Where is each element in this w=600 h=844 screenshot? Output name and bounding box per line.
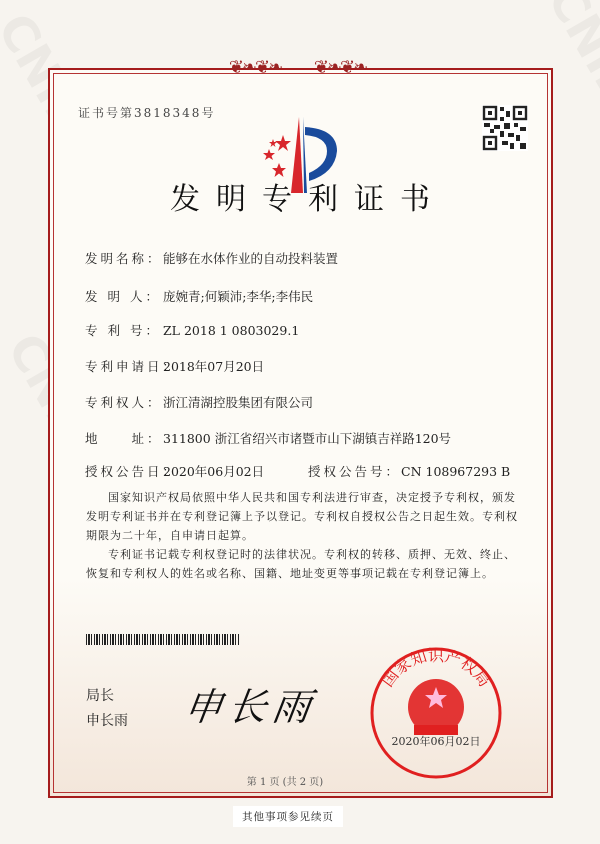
official-seal <box>368 645 504 781</box>
field-value: 浙江清湖控股集团有限公司 <box>163 395 314 410</box>
top-ornament: ❦❧❦❧ <box>228 57 282 78</box>
field-label: 发明名称： <box>85 251 163 266</box>
field-label: 专 利 号： <box>85 323 161 338</box>
page-indicator: 第 1 页 (共 2 页) <box>246 777 324 788</box>
field-label: 专利权人： <box>85 395 163 410</box>
certificate-title: 发明专利证书 <box>170 182 446 217</box>
field-patent-number <box>85 321 299 339</box>
certificate-number: 证书号第3818348号 <box>78 106 216 120</box>
logo-star <box>263 149 275 160</box>
field-value: 2018年07月20日 <box>163 359 265 374</box>
field-value: 2020年06月02日 <box>163 464 265 479</box>
seal-date: 2020年06月02日 <box>391 735 481 748</box>
field-value: ZL 2018 1 0803029.1 <box>163 323 300 338</box>
legal-text-2: 专利证书记载专利权登记时的法律状况。专利权的转移、质押、无效、终止、恢复和专利权人的姓名或名称、国籍、地址变更等事项记载在专利登记簿上。 <box>86 548 516 580</box>
field-value: CN 108967293 B <box>401 464 511 479</box>
logo-star <box>275 135 291 151</box>
field-label: 授权公告日： <box>85 464 179 479</box>
field-value: 庞婉青;何颖沛;李华;李伟民 <box>163 289 314 304</box>
director-signature: 申长雨 <box>181 685 320 729</box>
logo-blue-arc <box>305 127 337 181</box>
top-ornament: ❦❧❦❧ <box>313 57 367 78</box>
director-title: 局长 <box>86 688 114 704</box>
seal-text: 国家知识产权局 <box>377 645 495 691</box>
field-invention-name <box>85 249 338 267</box>
field-label: 地 址： <box>85 431 163 446</box>
field-grant-date <box>85 462 264 480</box>
legal-text-1: 国家知识产权局依照中华人民共和国专利法进行审查，决定授予专利权，颁发发明专利证书并在专利登记簿上予以登记。专利权自授权公告之日起生效。专利权期限为二十年，自申请日起算。 <box>86 491 518 542</box>
field-label: 授权公告号： <box>308 464 402 479</box>
logo-star <box>269 139 277 147</box>
barcode <box>86 634 239 645</box>
field-address <box>85 429 451 447</box>
field-value: 311800 浙江省绍兴市诸暨市山下湖镇吉祥路120号 <box>163 431 452 446</box>
field-value: 能够在水体作业的自动投料装置 <box>163 251 339 266</box>
qr-code <box>482 105 528 151</box>
field-announcement-number <box>308 462 510 480</box>
field-inventors <box>85 287 313 305</box>
field-label: 专利申请日： <box>85 359 179 374</box>
field-application-date <box>85 357 264 375</box>
footer-note: 其他事项参见续页 <box>233 806 343 827</box>
field-label: 发 明 人： <box>85 289 161 304</box>
director-name: 申长雨 <box>86 713 128 729</box>
field-patentee <box>85 393 313 411</box>
